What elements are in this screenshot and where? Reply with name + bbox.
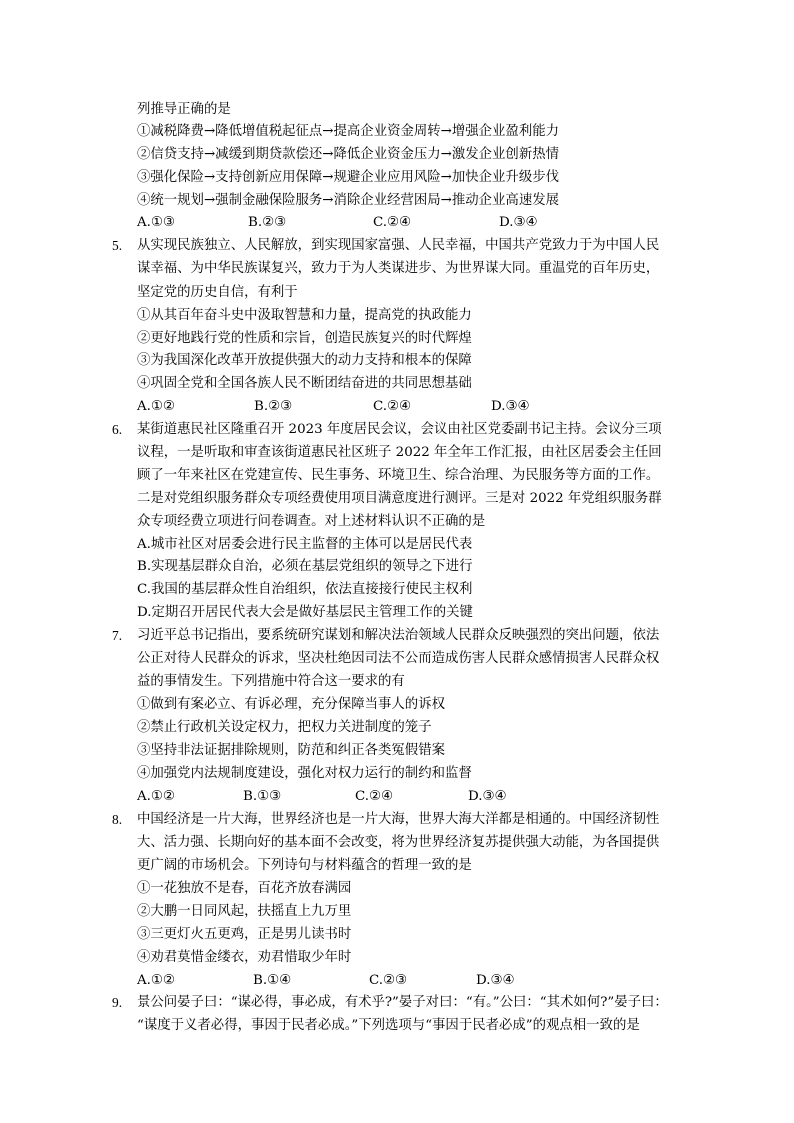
q6-stem-line-2: 议程，一是听取和审查该街道惠民社区班子 2022 年全年工作汇报，由社区居委会主任回 xyxy=(137,445,662,460)
q6-number: 6. xyxy=(112,422,123,437)
q4-item-1: ①减税降费→降低增值税起征点→提高企业资金周转→增强企业盈利能力 xyxy=(137,124,559,139)
q5-stem-line-2: 谋幸福、为中华民族谋复兴，致力于为人类谋进步、为世界谋大同。重温党的百年历史， xyxy=(137,261,660,276)
q5-stem-line-3: 坚定党的历史自信，有利于 xyxy=(137,285,298,300)
q5-option-a: A.①② xyxy=(137,399,175,414)
q7-number: 7. xyxy=(112,628,123,643)
q4-option-b: B.②③ xyxy=(248,215,287,230)
q7-stem-line-2: 公正对待人民群众的诉求，坚决杜绝因司法不公而造成伤害人民群众感情损害人民群众权 xyxy=(137,651,660,666)
q5-option-c: C.②④ xyxy=(373,399,412,414)
q5-item-4: ④巩固全党和全国各族人民不断团结奋进的共同思想基础 xyxy=(137,376,472,391)
q7-item-3: ③坚持非法证据排除规则，防范和纠正各类冤假错案 xyxy=(137,743,445,758)
q8-item-4: ④劝君莫惜金缕衣，劝君惜取少年时 xyxy=(137,950,352,965)
q6-stem-line-5: 众专项经费立项进行问卷调查。对上述材料认识不正确的是 xyxy=(137,514,486,529)
q5-option-b: B.②③ xyxy=(254,399,293,414)
q8-option-b: B.①④ xyxy=(253,973,292,988)
q8-option-d: D.③④ xyxy=(476,973,515,988)
q7-option-a: A.①② xyxy=(137,789,175,804)
q4-item-4: ④统一规划→强制金融保险服务→消除企业经营困局→推动企业高速发展 xyxy=(137,193,559,208)
q4-stem-tail: 列推导正确的是 xyxy=(137,102,231,117)
q9-number: 9. xyxy=(112,995,123,1010)
q5-item-1: ①从其百年奋斗史中汲取智慧和力量，提高党的执政能力 xyxy=(137,308,472,323)
q5-number: 5. xyxy=(112,238,123,253)
q5-item-3: ③为我国深化改革开放提供强大的动力支持和根本的保障 xyxy=(137,353,472,368)
q4-item-2: ②信贷支持→减缓到期贷款偿还→降低企业资金压力→激发企业创新热情 xyxy=(137,147,559,162)
q7-item-1: ①做到有案必立、有诉必理，充分保障当事人的诉权 xyxy=(137,697,445,712)
q7-stem-line-1: 习近平总书记指出，要系统研究谋划和解决法治领域人民群众反映强烈的突出问题，依法 xyxy=(137,628,660,643)
q8-option-a: A.①② xyxy=(137,973,175,988)
q8-item-1: ①一花独放不是春，百花齐放春满园 xyxy=(137,881,352,896)
q8-number: 8. xyxy=(112,812,123,827)
q8-stem-line-3: 更广阔的市场机会。下列诗句与材料蕴含的哲理一致的是 xyxy=(137,858,472,873)
q4-option-a: A.①③ xyxy=(137,215,175,230)
q7-stem-line-3: 益的事情发生。下列措施中符合这一要求的有 xyxy=(137,674,405,689)
q5-stem-line-1: 从实现民族独立、人民解放，到实现国家富强、人民幸福，中国共产党致力于为中国人民 xyxy=(137,238,660,253)
q4-option-c: C.②④ xyxy=(373,215,412,230)
q7-item-4: ④加强党内法规制度建设，强化对权力运行的制约和监督 xyxy=(137,766,472,781)
q8-option-c: C.②③ xyxy=(369,973,408,988)
q4-option-d: D.③④ xyxy=(499,215,538,230)
q5-option-d: D.③④ xyxy=(491,399,530,414)
q8-stem-line-1: 中国经济是一片大海，世界经济也是一片大海，世界大海大洋都是相通的。中国经济韧性 xyxy=(137,812,660,827)
q9-stem-line-2: “谋度于义者必得，事因于民者必成。”下列选项与“事因于民者必成”的观点相一致的是 xyxy=(137,1018,640,1033)
q6-option-c: C.我国的基层群众性自治组织，依法直接接行使民主权利 xyxy=(137,582,473,597)
q8-item-2: ②大鹏一日同风起，扶摇直上九万里 xyxy=(137,904,352,919)
q7-option-c: C.②④ xyxy=(355,789,394,804)
q6-stem-line-3: 顾了一年来社区在党建宣传、民生事务、环境卫生、综合治理、为民服务等方面的工作。 xyxy=(137,468,660,483)
q7-option-d: D.③④ xyxy=(468,789,507,804)
q8-item-3: ③三更灯火五更鸡，正是男儿读书时 xyxy=(137,927,352,942)
q4-item-3: ③强化保险→支持创新应用保障→规避企业应用风险→加快企业升级步伐 xyxy=(137,170,559,185)
q6-stem-line-4: 二是对党组织服务群众专项经费使用项目满意度进行测评。三是对 2022 年党组织服务群 xyxy=(137,491,662,506)
q5-item-2: ②更好地践行党的性质和宗旨，创造民族复兴的时代辉煌 xyxy=(137,331,472,346)
q9-stem-line-1: 景公问晏子曰：“谋必得，事必成，有术乎?”晏子对曰：“有。”公曰：“其术如何?”晏子曰： xyxy=(137,995,668,1010)
q7-item-2: ②禁止行政机关设定权力，把权力关进制度的笼子 xyxy=(137,720,432,735)
q7-option-b: B.①③ xyxy=(243,789,282,804)
q6-option-a: A.城市社区对居委会进行民主监督的主体可以是居民代表 xyxy=(137,537,473,552)
q8-stem-line-2: 大、活力强、长期向好的基本面不会改变，将为世界经济复苏提供强大动能，为各国提供 xyxy=(137,835,660,850)
q6-option-b: B.实现基层群众自治，必须在基层党组织的领导之下进行 xyxy=(137,559,473,574)
q6-option-d: D.定期召开居民代表大会是做好基层民主管理工作的关键 xyxy=(137,605,473,620)
q6-stem-line-1: 某街道惠民社区隆重召开 2023 年度居民会议，会议由社区党委副书记主持。会议分三项 xyxy=(137,422,662,437)
